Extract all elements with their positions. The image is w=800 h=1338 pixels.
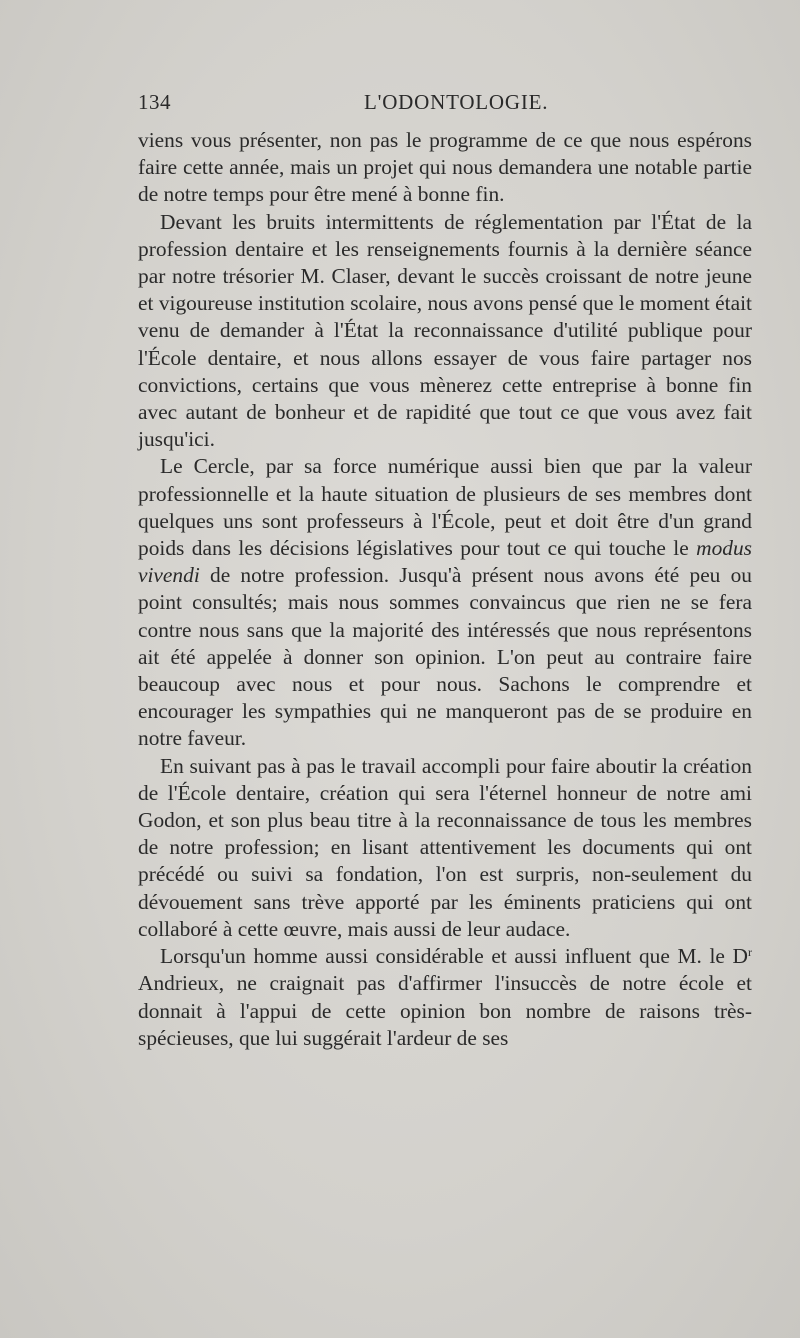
journal-title: L'ODONTOLOGIE.: [364, 90, 549, 114]
paragraph-3-text-b: de notre profession. Jusqu'à présent nous avons été peu ou point consultés; mais nous sommes convaincus que rien ne se fera contre nous sans que la majorité des intéressés que nous représentons ait été appelée à donner son opinion. L'on peut au contraire faire beaucoup avec nous et pour nous. Sachons le comprendre et encourager les sympathies qui ne manqueront pas de se produire en notre faveur.: [138, 563, 752, 751]
paragraph-5-text-a: Lorsqu'un homme aussi considérable et aussi influent que M. le D: [160, 944, 748, 969]
page-number: 134: [138, 90, 171, 114]
running-head: [138, 90, 750, 120]
paragraph-3-text-a: Le Cercle, par sa force numérique aussi bien que par la valeur professionnelle et la haute situation de plusieurs de ses membres dont quelques uns sont professeurs à l'École, peut et doit être d'un grand poids dans les décisions législatives pour tout ce qui touche le: [138, 454, 752, 561]
body-text: [138, 127, 752, 1052]
paragraph-4: En suivant pas à pas le travail accompli pour faire aboutir la création de l'École dentaire, création qui sera l'éternel honneur de notre ami Godon, et son plus beau titre à la reconnaissance de tous les membres de notre profession; en lisant attentivement les documents qui ont précédé ou suivi sa fondation, l'on est surpris, non-seulement du dévouement sans trève apporté par les éminents praticiens qui ont collaboré à cette œuvre, mais aussi de leur audace.: [138, 753, 752, 941]
paragraph-2: Devant les bruits intermittents de réglementation par l'État de la profession dentaire et les renseignements fournis à la dernière séance par notre trésorier M. Claser, devant le succès croissant de notre jeune et vigoureuse institution scolaire, nous avons pensé que le moment était venu de demander à l'État la reconnaissance d'utilité publique pour l'École dentaire, et nous allons essayer de vous faire partager nos convictions, certains que vous mènerez cette entreprise à bonne fin avec autant de bonheur et de rapidité que tout ce que vous avez fait jusqu'ici.: [138, 209, 752, 452]
paragraph-5: [138, 943, 752, 1052]
paragraph-5-text-b: Andrieux, ne craignait pas d'affirmer l'insuccès de notre école et donnait à l'appui de cette opinion bon nombre de raisons très-spécieuses, que lui suggérait l'ardeur de ses: [138, 971, 752, 1050]
paragraph-3-italic: modus vivendi: [138, 536, 752, 588]
paragraph-5-superscript: r: [748, 945, 752, 960]
paragraph-1: viens vous présenter, non pas le programme de ce que nous espérons faire cette année, mais un projet qui nous demandera une notable partie de notre temps pour être mené à bonne fin.: [138, 128, 752, 207]
paragraph-3: [138, 453, 752, 752]
